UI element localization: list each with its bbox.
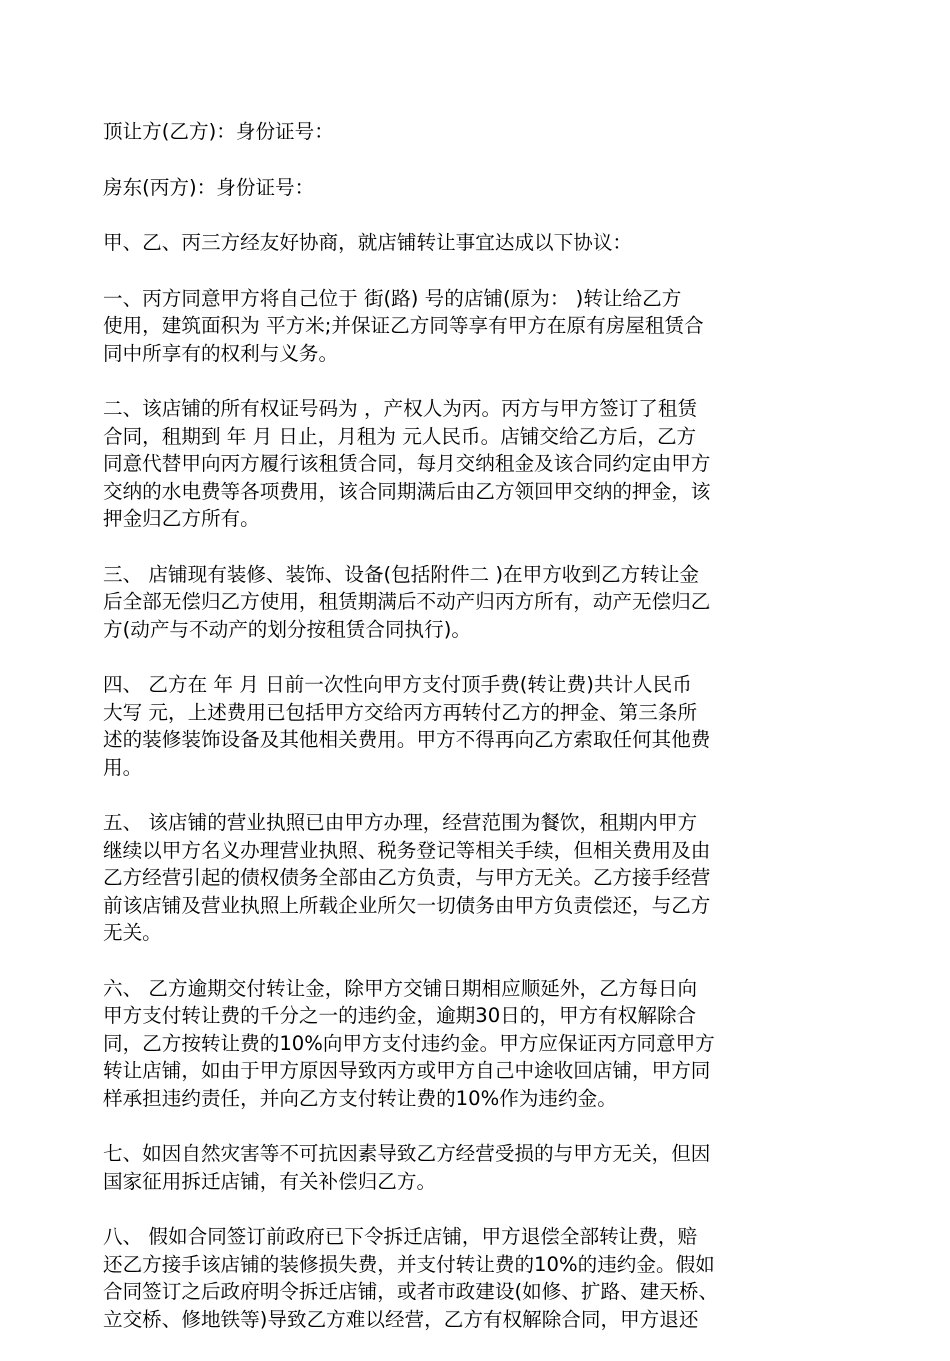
paragraph-line: 七、如因自然灾害等不可抗因素导致乙方经营受损的与甲方无关，但因 — [103, 1142, 711, 1165]
paragraph — [103, 671, 853, 781]
paragraph-line: 同中所享有的权利与义务。 — [103, 341, 339, 365]
paragraph-line: 用。 — [103, 755, 143, 779]
paragraph-line: 使用，建筑面积为 平方米;并保证乙方同等享有甲方在原有房屋租赁合 — [103, 314, 704, 337]
paragraph — [103, 229, 853, 257]
paragraph-line: 方(动产与不动产的划分按租赁合同执行)。 — [103, 617, 471, 641]
paragraph-line: 顶让方(乙方)：身份证号： — [103, 120, 334, 143]
paragraph-line: 房东(丙方)：身份证号： — [103, 175, 315, 199]
paragraph-line: 乙方经营引起的债权债务全部由乙方负责，与甲方无关。乙方接手经营 — [103, 866, 711, 889]
paragraph — [103, 975, 853, 1113]
paragraph-line: 前该店铺及营业执照上所载企业所欠一切债务由甲方负责偿还，与乙方 — [103, 893, 711, 917]
paragraph — [103, 118, 853, 146]
paragraph-line: 甲方支付转让费的千分之一的违约金，逾期30日的，甲方有权解除合 — [103, 1004, 697, 1027]
paragraph-line: 押金归乙方所有。 — [103, 507, 260, 530]
paragraph — [103, 809, 853, 947]
paragraph-line: 一、丙方同意甲方将自己位于 街(路) 号的店铺(原为： )转让给乙方 — [103, 286, 682, 310]
paragraph-line: 样承担违约责任，并向乙方支付转让费的10%作为违约金。 — [103, 1086, 617, 1110]
paragraph-line: 述的装修装饰设备及其他相关费用。甲方不得再向乙方索取任何其他费 — [103, 728, 711, 751]
paragraph-line: 同，乙方按转让费的10%向甲方支付违约金。甲方应保证丙方同意甲方 — [103, 1031, 715, 1055]
paragraph-line: 转让店铺，如由于甲方原因导致丙方或甲方自己中途收回店铺，甲方同 — [103, 1059, 711, 1082]
paragraph-line: 后全部无偿归乙方使用，租赁期满后不动产归丙方所有，动产无偿归乙 — [103, 590, 711, 613]
paragraph — [103, 285, 853, 368]
paragraph-line: 二、该店铺的所有权证号码为 ，产权人为丙。丙方与甲方签订了租赁 — [103, 397, 698, 420]
paragraph-line: 无关。 — [103, 921, 162, 944]
paragraph-line: 立交桥、修地铁等)导致乙方难以经营，乙方有权解除合同，甲方退还 — [103, 1307, 699, 1331]
paragraph-line: 交纳的水电费等各项费用，该合同期满后由乙方领回甲交纳的押金，该 — [103, 479, 711, 503]
paragraph-line: 三、 店铺现有装修、装饰、设备(包括附件二 )在甲方收到乙方转让金 — [103, 562, 699, 586]
paragraph-line: 六、 乙方逾期交付转让金，除甲方交铺日期相应顺延外，乙方每日向 — [103, 976, 698, 1000]
paragraph-line: 甲、乙、丙三方经友好协商，就店铺转让事宜达成以下协议： — [103, 231, 633, 254]
paragraph — [103, 395, 853, 533]
paragraph-line: 四、 乙方在 年 月 日前一次性向甲方支付顶手费(转让费)共计人民币 — [103, 673, 692, 696]
document-body — [103, 118, 853, 1361]
paragraph-line: 五、 该店铺的营业执照已由甲方办理，经营范围为餐饮，租期内甲方 — [103, 811, 698, 834]
paragraph-line: 国家征用拆迁店铺，有关补偿归乙方。 — [103, 1169, 437, 1193]
paragraph-line: 同意代替甲向丙方履行该租赁合同，每月交纳租金及该合同约定由甲方 — [103, 452, 711, 475]
paragraph-line: 大写 元，上述费用已包括甲方交给丙方再转付乙方的押金、第三条所 — [103, 700, 698, 724]
paragraph-line: 还乙方接手该店铺的装修损失费，并支付转让费的10%的违约金。假如 — [103, 1252, 715, 1276]
paragraph — [103, 174, 853, 202]
paragraph-line: 继续以甲方名义办理营业执照、税务登记等相关手续，但相关费用及由 — [103, 838, 711, 862]
paragraph — [103, 1223, 853, 1333]
paragraph-line: 合同，租期到 年 月 日止，月租为 元人民币。店铺交给乙方后，乙方 — [103, 424, 697, 448]
paragraph — [103, 1140, 853, 1195]
paragraph-line: 合同签订之后政府明令拆迁店铺，或者市政建设(如修、扩路、建天桥、 — [103, 1280, 719, 1303]
paragraph — [103, 561, 853, 644]
paragraph-line: 八、 假如合同签订前政府已下令拆迁店铺，甲方退偿全部转让费，赔 — [103, 1225, 698, 1248]
